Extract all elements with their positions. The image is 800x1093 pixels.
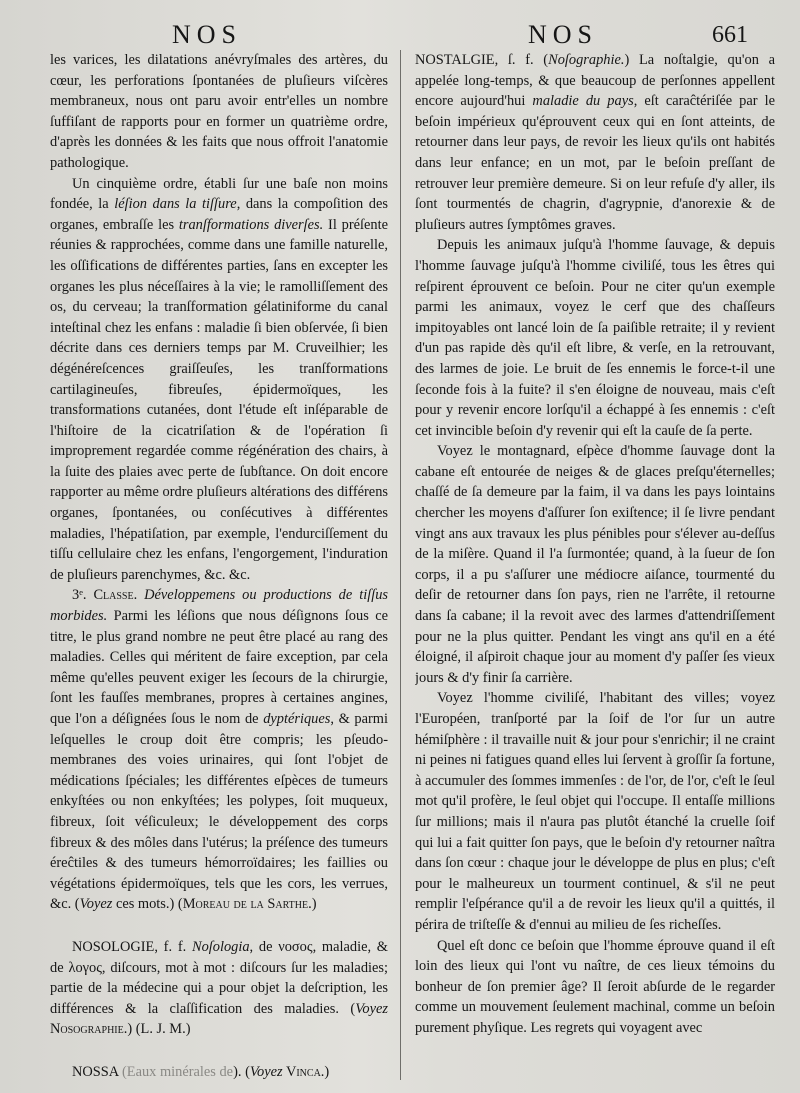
header-right-title: NOS (528, 20, 599, 49)
headword-nostalgie: NOSTALGIE (415, 52, 495, 68)
entry-nossa: NOSSA (Eaux minérales de). (Voyez Vinca.) (72, 1063, 330, 1080)
entry-nosologie: NOSOLOGIE, f. f. Noſologia, de νοσος, maladie, & de λογος, diſcours, mot à mot : diſcours ſur les maladies; partie de la médecine qui a pour objet la deſcription, les différences & la claſſification des maladies. (Voyez Nosographie.) (L. J. M.) (50, 938, 388, 1038)
column-divider (400, 50, 401, 1080)
paragraph-cinquieme-ordre: Un cinquième ordre, établi ſur une baſe non moins fondée, la léſion dans la tiſſure, dans la compoſition des organes, embraſſe les tranſformations diverſes. Il préſente réunies & rapprochées, comme dans une famille naturelle, les oſſifications de différentes parties, ſans en excepter les organes les plus néceſſaires à la vie; le ramolliſſement des os, du cerveau; la tranſformation gélatiniforme du canal inteſtinal chez les enfans : maladie ſi bien obſervée, ſi bien décrite dans ces derniers temps par M. Cruveilhier; les dégénéreſcences graiſſeuſes, les tranſformations cartilagineuſes, fibreuſes, épidermoïques, les transformations cutanées, dont l'étude eſt inſéparable de l'hiſtoire de la cicatriſation & de l'opération ſi improprement regardée comme régénération des chairs, à la ſuite des plaies avec perte de ſubſtance. On doit encore rapporter au même ordre pluſieurs altérations des différens organes, ſpontanées, ou conſécutives à différentes maladies, l'hépatiſation, par exemple, l'endurciſſement du tiſſu cellulaire chez les enfans, l'engorgement, l'induration de pluſieurs parenchymes, &c. &c. (50, 175, 388, 583)
left-column (50, 50, 388, 1090)
paragraph-troisieme-classe: 3ᵉ. Classe. Développemens ou productions de tiſſus morbides. Parmi les léſions que nous déſignons ſous ce titre, le plus grand nombre ne peut être placé au rang des maladies. Celles qui méritent de faire exception, par cela même qu'elles peuvent exiger les ſecours de la chirurgie, ſont les fauſſes membranes, propres à certaines angines, que l'on a déſignées ſous le nom de dyptériques, & parmi leſquelles le croup doit être compris; les pſeudo-membranes des voies urinaires, qui ſont l'objet de médications ſpéciales; les différentes eſpèces de tumeurs enkyſtées ou non enkyſtées; les polypes, ſoit muqueux, fibreux, ſoit véſiculeux; le développement des corps fibreux & des môles dans l'utérus; la préſence des tumeurs éreĉtiles & des tumeurs hémorroïdaires; les faillies ou végétations épidermoïques, tels que les cors, les verrues, &c. (Voyez ces mots.) (Moreau de la Sarthe.) (50, 587, 388, 913)
entry-nostalgie: NOSTALGIE, ſ. f. (Noſographie.) La noſtalgie, qu'on a appelée long-temps, & que beaucoup de perſonnes appellent encore aujourd'hui maladie du pays, eſt caraĉtériſée par le beſoin impérieux qu'éprouvent ceux qui en ſont atteints, de retourner dans leur pays, de revoir les lieux qu'ils ont habités dans leur enfance; en un mot, par le beſoin preſſant de retrouver leur première demeure. Si on leur refuſe d'y aller, ils ſont tourmentés de chagrin, d'agrypnie, d'anorexie & de pluſieurs autres ſymptômes graves. (415, 52, 775, 233)
entry-gap (50, 915, 388, 937)
paragraph-homme-civilise: Voyez l'homme civiliſé, l'habitant des villes; voyez l'Européen, tranſporté par la ſoif de l'or ſur un autre hémiſphère : il travaille nuit & jour pour s'enrichir; il ne craint ni peines ni fatigues quand elles lui ſervent à groſſir ſa fortune, à accumuler des ſommes immenſes : de l'or, de l'or, c'eſt le ſeul mot qu'il profère, le ſeul objet qui l'occupe. Il entaſſe millions ſur millions; mais il n'aura pas plutôt étanché la cruelle ſoif qui lui a fait quitter ſon pays, que le beſoin d'y retourner naîtra dans ſon cœur : chaque jour le développe de plus en plus; c'eſt pour le malheureux un tourment continuel, & s'il ne peut remplir l'eſpérance qu'il a de revoir les lieux qu'il a quittés, il périra de triſteſſe & d'ennui au milieu de ſes richeſſes. (415, 690, 775, 933)
page-number: 661 (712, 22, 748, 48)
paragraph-montagnard: Voyez le montagnard, eſpèce d'homme ſauvage dont la cabane eſt entourée de neiges & de glaces preſqu'éternelles; chaſſé de ſa demeure par la faim, il va dans les pays lointains chercher les moyens d'aſſurer ſon exiſtence; il ſe livre pendant vingt ans aux travaux les plus pénibles pour s'élever au-deſſus de la miſère. Quand il l'a ſurmontée; quand, à la ſueur de ſon corps, il a pu s'aſſurer une médiocre aiſance, tourmenté du deſir de retourner dans ſon pays, rien ne l'arrête, il retourne dans ſa cabane; il la revoit avec des larmes d'attendriſſement pour ne la plus quitter. Pendant les vingt ans qu'il en a été éloigné, il aſpiroit chaque jour au moment d'y paſſer ſes vieux jours & d'y finir ſa carrière. (415, 443, 775, 686)
headword-nossa: NOSSA (72, 1063, 119, 1080)
running-header (0, 20, 800, 54)
paragraph-besoin: Quel eſt donc ce beſoin que l'homme éprouve quand il eſt loin des lieux qui l'ont vu naître, de ces lieux témoins du bonheur de ſon premier âge? Il ſeroit abſurde de le regarder comme un mouvement ſeulement machinal, comme un beſoin purement phyſique. Les regrets qui voyagent avec (415, 937, 775, 1036)
headword-nosologie: NOSOLOGIE (72, 938, 155, 955)
entry-gap (50, 1040, 388, 1062)
paragraph-varices: les varices, les dilatations anévryſmales des artères, du cœur, les perforations ſpontanées de pluſieurs viſcères membraneux, nous ont paru avoir entr'elles un nombre ſuffiſant de rapports pour en former un quatrième ordre, d'après les données & les faits que nous offroit l'anatomie pathologique. (50, 52, 388, 171)
right-column (415, 50, 775, 1090)
header-left-title: NOS (172, 20, 243, 49)
paragraph-animaux: Depuis les animaux juſqu'à l'homme ſauvage, & depuis l'homme ſauvage juſqu'à l'homme civiliſé, tous les êtres qui reſpirent éprouvent ce beſoin. Pour ne citer qu'un exemple parmi les animaux, voyez le cerf que des chaſſeurs impitoyables ont lancé loin de ſa paiſible retraite; il y revient d'un pas rapide dès qu'il eſt libre, & verſe, en la retrouvant, des larmes de joie. Le bruit de ſes ennemis le force-t-il une ſeconde fois à la fuite? il s'en éloigne de nouveau, mais c'eſt pour y revenir encore lorſqu'il a échappé à ſes ennemis : c'eſt cet invincible beſoin d'y revenir qui eſt la cauſe de ſa perte. (415, 237, 775, 439)
